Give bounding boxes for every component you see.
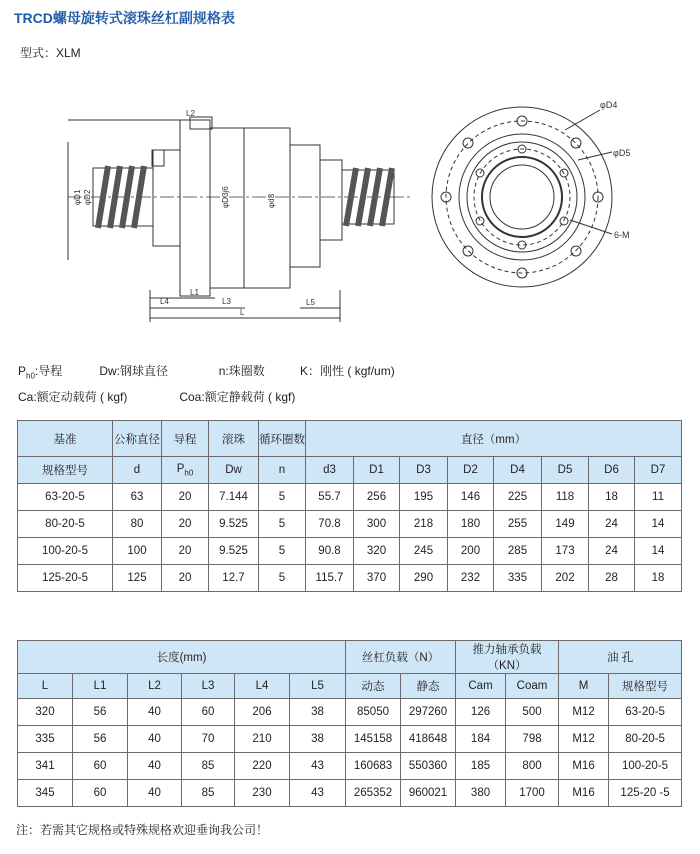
- table-cell: 56: [73, 726, 128, 753]
- header-length: 长度(mm): [18, 641, 346, 674]
- header-thrust-bearing-load: 推力轴承负载（KN）: [456, 641, 559, 674]
- table-cell: 115.7: [306, 565, 354, 592]
- table-cell: 100-20-5: [609, 753, 682, 780]
- legend-line-1: [18, 362, 395, 380]
- subheader-cell: 规格型号: [609, 674, 682, 699]
- spec-table-load: [17, 640, 682, 807]
- table-cell: M12: [559, 726, 609, 753]
- subheader-cell: L3: [182, 674, 235, 699]
- table-cell: 206: [235, 699, 290, 726]
- table-cell: 320: [18, 699, 73, 726]
- subheader-D4: D4: [494, 457, 542, 484]
- subheader-D7: D7: [635, 457, 682, 484]
- table-cell: 5: [259, 538, 306, 565]
- table-cell: 63: [113, 484, 162, 511]
- legend-circuits: n:珠圈数: [218, 364, 265, 378]
- table-cell: 345: [18, 780, 73, 807]
- table-cell: 335: [494, 565, 542, 592]
- table-cell: 380: [456, 780, 506, 807]
- subheader-D2: D2: [448, 457, 494, 484]
- table-cell: 300: [354, 511, 400, 538]
- table-cell: 7.144: [209, 484, 259, 511]
- table-cell: 126: [456, 699, 506, 726]
- subheader-dw: Dw: [209, 457, 259, 484]
- table-cell: 195: [400, 484, 448, 511]
- subheader-cell: L1: [73, 674, 128, 699]
- table-cell: 24: [589, 511, 635, 538]
- table-cell: 38: [290, 699, 346, 726]
- subheader-cell: L5: [290, 674, 346, 699]
- table-cell: 80-20-5: [609, 726, 682, 753]
- table-cell: 60: [73, 780, 128, 807]
- legend-lead: $P_{h0}$:导程: [18, 364, 63, 381]
- subheader-D3: D3: [400, 457, 448, 484]
- table-cell: 63-20-5: [18, 484, 113, 511]
- table-cell: 56: [73, 699, 128, 726]
- table-cell: 173: [542, 538, 589, 565]
- legend-rigidity: K：刚性 ( kgf/um): [300, 364, 395, 378]
- subheader-model: 规格型号: [18, 457, 113, 484]
- table-row: [18, 565, 682, 592]
- header-base: 基准: [18, 421, 113, 457]
- subheader-cell: L4: [235, 674, 290, 699]
- table-cell: 341: [18, 753, 73, 780]
- table-cell: 960021: [401, 780, 456, 807]
- table-cell: 20: [162, 538, 209, 565]
- table-cell: 14: [635, 538, 682, 565]
- header-oil-hole: 油 孔: [559, 641, 682, 674]
- table-cell: 220: [235, 753, 290, 780]
- label-L: L: [240, 308, 245, 317]
- table-cell: 285: [494, 538, 542, 565]
- table-cell: 9.525: [209, 538, 259, 565]
- table-cell: 70.8: [306, 511, 354, 538]
- table-cell: 14: [635, 511, 682, 538]
- page-title: TRCD螺母旋转式滚珠丝杠副规格表: [14, 10, 235, 26]
- subheader-ph0: $P_{h0}$: [162, 457, 209, 484]
- table-row: [18, 726, 682, 753]
- header-diameter: 直径（mm）: [306, 421, 682, 457]
- subheader-cell: Coam: [506, 674, 559, 699]
- table-cell: 63-20-5: [609, 699, 682, 726]
- table-cell: 40: [128, 753, 182, 780]
- legend-dynamic-load: Ca:额定动载荷 ( kgf): [18, 390, 128, 404]
- table-cell: 9.525: [209, 511, 259, 538]
- table-cell: 60: [182, 699, 235, 726]
- table-cell: 256: [354, 484, 400, 511]
- table-cell: 200: [448, 538, 494, 565]
- subheader-d: d: [113, 457, 162, 484]
- subheader-cell: L2: [128, 674, 182, 699]
- table-cell: 18: [635, 565, 682, 592]
- table-cell: 180: [448, 511, 494, 538]
- table-cell: 20: [162, 565, 209, 592]
- outer-bolt-holes: [441, 116, 603, 278]
- subheader-n: n: [259, 457, 306, 484]
- table-cell: M16: [559, 780, 609, 807]
- table-cell: 798: [506, 726, 559, 753]
- table-cell: 245: [400, 538, 448, 565]
- table-cell: 24: [589, 538, 635, 565]
- model-label: 型式：XLM: [20, 46, 81, 60]
- table-cell: M16: [559, 753, 609, 780]
- dimension-rows: [18, 484, 682, 592]
- subheader-D6: D6: [589, 457, 635, 484]
- label-d3: φd3: [267, 193, 276, 208]
- table-cell: 5: [259, 565, 306, 592]
- table-cell: 149: [542, 511, 589, 538]
- table-cell: 202: [542, 565, 589, 592]
- table-cell: 70: [182, 726, 235, 753]
- table-cell: 125: [113, 565, 162, 592]
- table-cell: 145158: [346, 726, 401, 753]
- subheader-cell: 动态: [346, 674, 401, 699]
- table-cell: 265352: [346, 780, 401, 807]
- table-cell: 118: [542, 484, 589, 511]
- label-6M: 6-M: [614, 230, 630, 240]
- table-cell: 20: [162, 511, 209, 538]
- table-cell: 218: [400, 511, 448, 538]
- table-cell: 210: [235, 726, 290, 753]
- label-D5: φD5: [613, 148, 631, 158]
- table-cell: 5: [259, 484, 306, 511]
- table-cell: 1700: [506, 780, 559, 807]
- table-cell: M12: [559, 699, 609, 726]
- subheader-d3: d3: [306, 457, 354, 484]
- table-cell: 85: [182, 753, 235, 780]
- header-cycles: 循环圈数: [259, 421, 306, 457]
- table-row: [18, 538, 682, 565]
- technical-drawing: [0, 90, 700, 340]
- end-view: [432, 107, 612, 287]
- table-cell: 550360: [401, 753, 456, 780]
- label-L5: L5: [306, 298, 315, 307]
- table-cell: 12.7: [209, 565, 259, 592]
- label-L3: L3: [222, 297, 231, 306]
- table-cell: 100: [113, 538, 162, 565]
- table-cell: 55.7: [306, 484, 354, 511]
- table-cell: 100-20-5: [18, 538, 113, 565]
- table-cell: 290: [400, 565, 448, 592]
- table-cell: 184: [456, 726, 506, 753]
- table-cell: 28: [589, 565, 635, 592]
- label-D1: φD1: [73, 189, 82, 205]
- legend-ball-diameter: Dw:钢球直径: [99, 364, 169, 378]
- header-nominal-diameter: 公称直径: [113, 421, 162, 457]
- load-subheader-row: [18, 674, 682, 699]
- table-cell: 40: [128, 780, 182, 807]
- load-rows: [18, 699, 682, 807]
- subheader-D1: D1: [354, 457, 400, 484]
- table-row: [18, 699, 682, 726]
- subheader-cell: 静态: [401, 674, 456, 699]
- table-cell: 80-20-5: [18, 511, 113, 538]
- table-cell: 18: [589, 484, 635, 511]
- label-D2: φD2: [83, 189, 92, 205]
- table-cell: 500: [506, 699, 559, 726]
- table-cell: 297260: [401, 699, 456, 726]
- label-L2: L2: [186, 109, 195, 118]
- table-cell: 418648: [401, 726, 456, 753]
- table-cell: 11: [635, 484, 682, 511]
- table-cell: 160683: [346, 753, 401, 780]
- table-cell: 85050: [346, 699, 401, 726]
- legend-static-load: Coa:额定静载荷 ( kgf): [179, 390, 296, 404]
- table-cell: 185: [456, 753, 506, 780]
- table-cell: 5: [259, 511, 306, 538]
- table-cell: 20: [162, 484, 209, 511]
- subheader-D5: D5: [542, 457, 589, 484]
- label-D4: φD4: [600, 100, 618, 110]
- table-cell: 60: [73, 753, 128, 780]
- subheader-cell: M: [559, 674, 609, 699]
- header-lead: 导程: [162, 421, 209, 457]
- table-cell: 230: [235, 780, 290, 807]
- table-cell: 38: [290, 726, 346, 753]
- label-L1: L1: [190, 288, 199, 297]
- table-cell: 90.8: [306, 538, 354, 565]
- table-cell: 85: [182, 780, 235, 807]
- table-cell: 320: [354, 538, 400, 565]
- table-cell: 125-20-5: [18, 565, 113, 592]
- table-cell: 80: [113, 511, 162, 538]
- label-L4: L4: [160, 297, 169, 306]
- table-cell: 800: [506, 753, 559, 780]
- subheader-cell: L: [18, 674, 73, 699]
- table-cell: 43: [290, 780, 346, 807]
- footer-note: 注：若需其它规格或特殊规格欢迎垂询我公司！: [16, 823, 269, 837]
- table-cell: 43: [290, 753, 346, 780]
- table-cell: 146: [448, 484, 494, 511]
- table-cell: 335: [18, 726, 73, 753]
- table-row: [18, 780, 682, 807]
- table-row: [18, 753, 682, 780]
- table-cell: 232: [448, 565, 494, 592]
- table-cell: 40: [128, 726, 182, 753]
- subheader-cell: Cam: [456, 674, 506, 699]
- table-cell: 40: [128, 699, 182, 726]
- table-cell: 255: [494, 511, 542, 538]
- spec-table-dimensions: [17, 420, 682, 592]
- table-row: [18, 484, 682, 511]
- header-ball: 滚珠: [209, 421, 259, 457]
- table-row: [18, 511, 682, 538]
- table-cell: 125-20 -5: [609, 780, 682, 807]
- legend-line-2: [18, 388, 295, 405]
- table-cell: 225: [494, 484, 542, 511]
- table-cell: 370: [354, 565, 400, 592]
- label-D3j6: φD3j6: [221, 186, 230, 208]
- header-screw-load: 丝杠负载（N）: [346, 641, 456, 674]
